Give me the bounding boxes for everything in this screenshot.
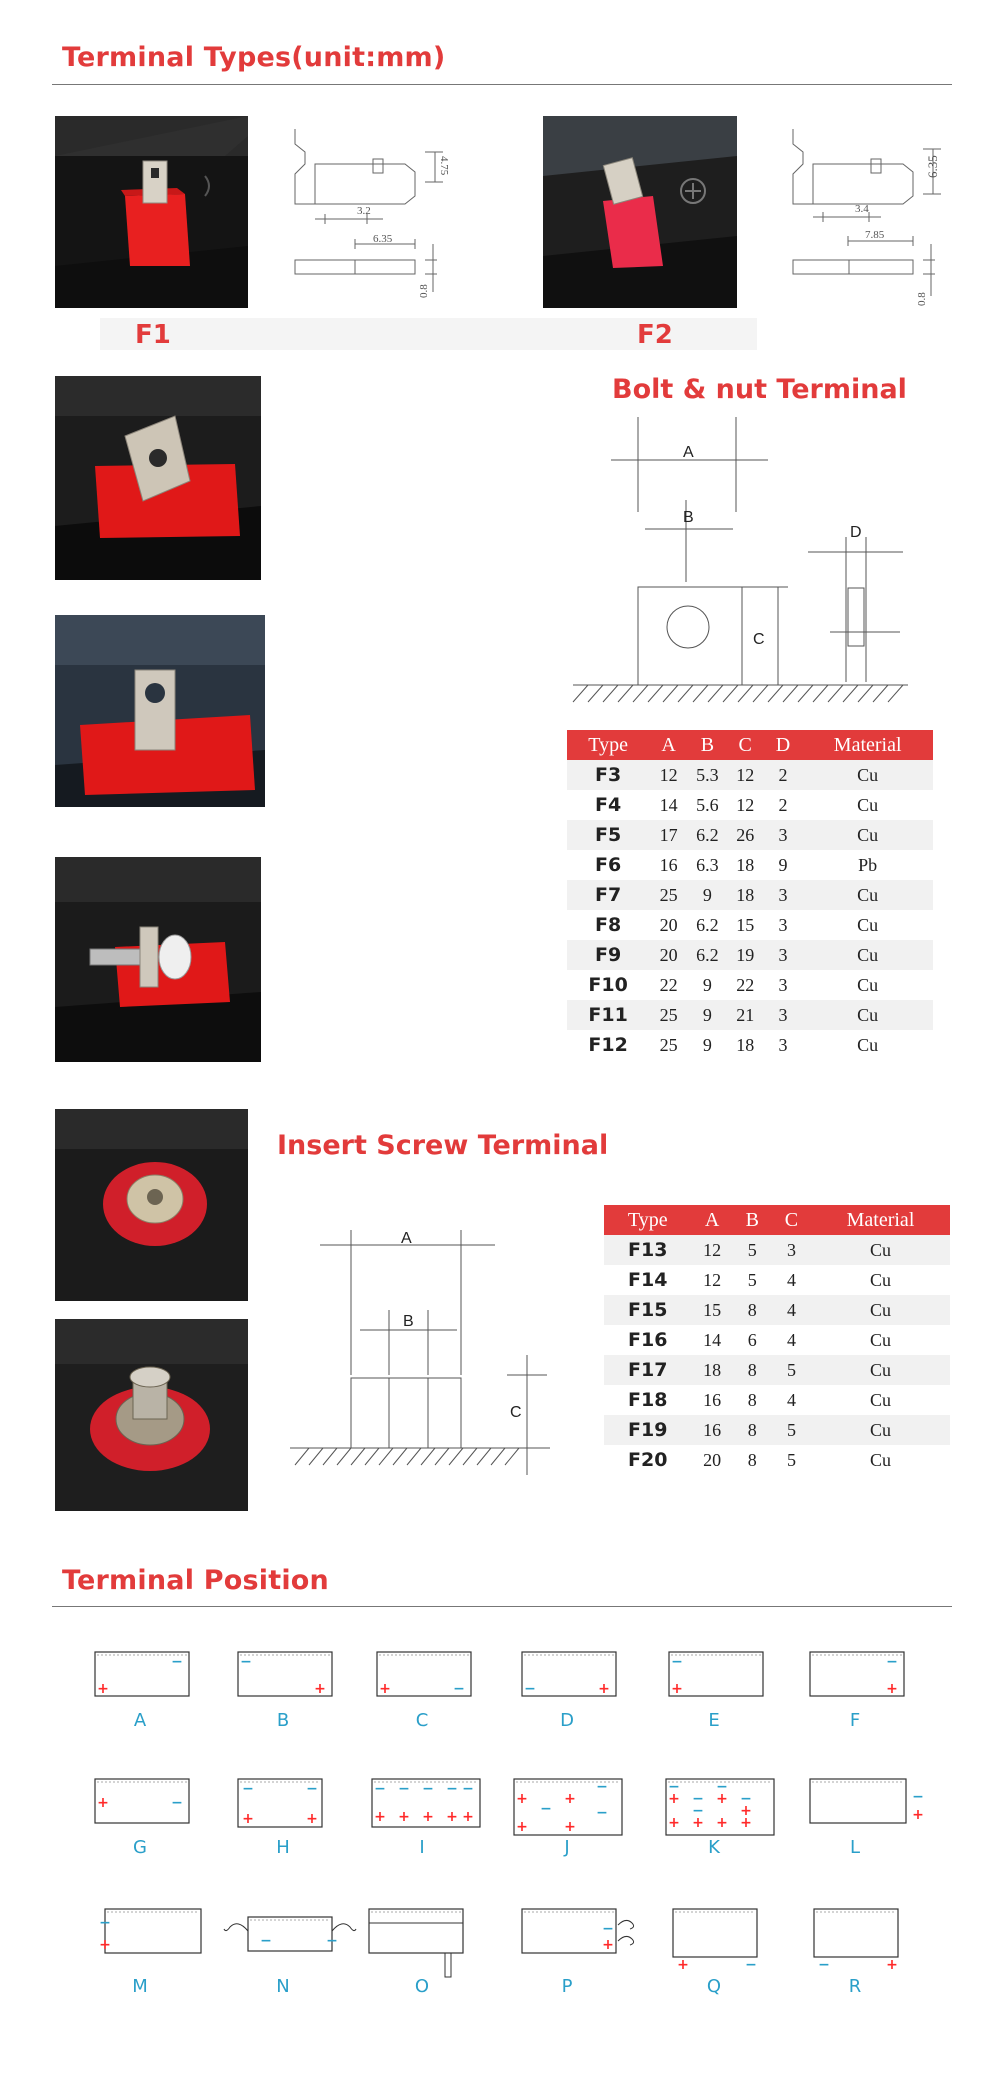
col-type: Type: [567, 730, 649, 760]
position-label: L: [849, 1837, 861, 1858]
value-cell: Cu: [802, 910, 933, 940]
value-cell: 9: [688, 970, 727, 1000]
negative-terminal-icon: −: [818, 1957, 830, 1973]
value-cell: 6: [733, 1325, 772, 1355]
type-cell: F13: [604, 1235, 692, 1265]
battery-outline-icon: [83, 1905, 213, 1977]
col-d: D: [764, 730, 803, 760]
wire-lead-left: [224, 1924, 248, 1931]
value-cell: 21: [727, 1000, 764, 1030]
negative-terminal-icon: −: [540, 1801, 552, 1817]
positive-terminal-icon: +: [671, 1681, 683, 1697]
f2-dim-a: 3.4: [855, 203, 869, 215]
f2-dim-height: 6.35: [925, 155, 940, 178]
negative-terminal-icon: −: [240, 1654, 252, 1670]
f2-terminal-photo: [543, 116, 737, 308]
value-cell: 3: [764, 940, 803, 970]
value-cell: 20: [649, 910, 688, 940]
value-cell: 12: [649, 760, 688, 790]
f1-label: F1: [135, 320, 171, 350]
value-cell: Cu: [802, 880, 933, 910]
value-cell: 25: [649, 1030, 688, 1060]
screw-terminal-photo-2: [55, 1319, 248, 1511]
bolt-dim-c: C: [753, 631, 765, 648]
table-row: [567, 1000, 933, 1030]
wire-loop: [618, 1936, 634, 1945]
positive-terminal-icon: +: [306, 1811, 318, 1827]
value-cell: 15: [727, 910, 764, 940]
value-cell: 8: [733, 1295, 772, 1325]
table-row: [604, 1385, 950, 1415]
f1-dim-b: 6.35: [373, 233, 393, 245]
negative-terminal-icon: −: [912, 1789, 924, 1805]
f1-dimension-drawing: [285, 124, 455, 304]
table-row: [604, 1355, 950, 1385]
terminal-position-c: [367, 1648, 477, 1738]
value-cell: 20: [692, 1445, 733, 1475]
positive-terminal-icon: +: [462, 1809, 474, 1825]
positive-terminal-icon: +: [677, 1957, 689, 1973]
insert-screw-spec-table: [604, 1205, 950, 1475]
battery-outline-icon: [798, 1905, 928, 1977]
negative-terminal-icon: −: [326, 1933, 338, 1949]
col-a: A: [692, 1205, 733, 1235]
terminal-position-p: [512, 1905, 622, 1995]
positive-terminal-icon: +: [314, 1681, 326, 1697]
bolt-nut-title: Bolt & nut Terminal: [612, 374, 907, 405]
terminal-position-n: [228, 1905, 338, 1995]
screw-terminal-photo-1: [55, 1109, 248, 1301]
terminal-position-g: [85, 1775, 195, 1865]
negative-terminal-icon: −: [596, 1779, 608, 1795]
value-cell: Cu: [802, 940, 933, 970]
positive-terminal-icon: +: [564, 1791, 576, 1807]
battery-outline-icon: [510, 1905, 640, 1977]
battery-case: [105, 1909, 201, 1953]
value-cell: 5.3: [688, 760, 727, 790]
bolt-nut-spec-table: [567, 730, 933, 1060]
type-cell: F11: [567, 1000, 649, 1030]
type-cell: F3: [567, 760, 649, 790]
positive-terminal-icon: +: [97, 1681, 109, 1697]
value-cell: 4: [772, 1265, 811, 1295]
value-cell: 8: [733, 1355, 772, 1385]
terminal-position-k: [659, 1775, 769, 1865]
negative-terminal-icon: −: [462, 1781, 474, 1797]
value-cell: 12: [692, 1235, 733, 1265]
position-label: N: [276, 1976, 290, 1997]
section-divider: [52, 1606, 952, 1607]
type-cell: F16: [604, 1325, 692, 1355]
wire-loop: [618, 1920, 634, 1929]
position-label: P: [561, 1976, 573, 1997]
value-cell: 6.3: [688, 850, 727, 880]
value-cell: 16: [692, 1385, 733, 1415]
terminal-position-r: [800, 1905, 910, 1995]
negative-terminal-icon: −: [446, 1781, 458, 1797]
table-header-row: [604, 1205, 950, 1235]
position-label: I: [419, 1837, 425, 1858]
positive-terminal-icon: +: [912, 1807, 924, 1823]
value-cell: 6.2: [688, 940, 727, 970]
value-cell: 5: [733, 1265, 772, 1295]
battery-outline-icon: [365, 1905, 495, 1977]
position-label: J: [564, 1837, 570, 1858]
value-cell: Cu: [811, 1415, 950, 1445]
value-cell: 18: [727, 850, 764, 880]
f1-dim-t: 0.8: [418, 284, 430, 298]
screw-dim-b: B: [403, 1313, 414, 1330]
positive-terminal-icon: +: [598, 1681, 610, 1697]
terminal-position-d: [512, 1648, 622, 1738]
value-cell: Pb: [802, 850, 933, 880]
position-label: M: [132, 1976, 148, 1997]
table-header-row: [567, 730, 933, 760]
negative-terminal-icon: −: [740, 1791, 752, 1807]
value-cell: 3: [764, 970, 803, 1000]
bolt-terminal-photo-3: [55, 857, 261, 1062]
negative-terminal-icon: −: [692, 1791, 704, 1807]
value-cell: Cu: [802, 760, 933, 790]
table-row: [604, 1415, 950, 1445]
value-cell: Cu: [811, 1385, 950, 1415]
type-cell: F19: [604, 1415, 692, 1445]
negative-terminal-icon: −: [398, 1781, 410, 1797]
positive-terminal-icon: +: [716, 1815, 728, 1831]
col-c: C: [772, 1205, 811, 1235]
positive-terminal-icon: +: [740, 1803, 752, 1819]
value-cell: 19: [727, 940, 764, 970]
col-material: Material: [802, 730, 933, 760]
positive-terminal-icon: +: [740, 1815, 752, 1831]
table-row: [567, 850, 933, 880]
type-cell: F15: [604, 1295, 692, 1325]
value-cell: Cu: [811, 1265, 950, 1295]
value-cell: 4: [772, 1325, 811, 1355]
positive-terminal-icon: +: [886, 1681, 898, 1697]
col-c: C: [727, 730, 764, 760]
value-cell: 12: [727, 760, 764, 790]
bolt-dim-d: D: [850, 524, 862, 541]
value-cell: 9: [688, 1030, 727, 1060]
positive-terminal-icon: +: [602, 1937, 614, 1953]
f2-label: F2: [637, 320, 673, 350]
terminal-types-title: Terminal Types(unit:mm): [62, 42, 446, 73]
f1-terminal-photo: [55, 116, 248, 308]
position-label: E: [708, 1710, 720, 1731]
value-cell: 16: [649, 850, 688, 880]
value-cell: 17: [649, 820, 688, 850]
value-cell: 5: [772, 1415, 811, 1445]
negative-terminal-icon: −: [692, 1803, 704, 1819]
f2-dim-t: 0.8: [916, 292, 928, 306]
terminal-position-e: [659, 1648, 769, 1738]
value-cell: 9: [688, 880, 727, 910]
value-cell: 2: [764, 790, 803, 820]
terminal-position-j: [512, 1775, 622, 1865]
value-cell: 6.2: [688, 910, 727, 940]
terminal-position-a: [85, 1648, 195, 1738]
value-cell: 5.6: [688, 790, 727, 820]
value-cell: 5: [772, 1355, 811, 1385]
negative-terminal-icon: −: [260, 1933, 272, 1949]
positive-terminal-icon: +: [422, 1809, 434, 1825]
positive-terminal-icon: +: [446, 1809, 458, 1825]
value-cell: Cu: [811, 1295, 950, 1325]
value-cell: 12: [692, 1265, 733, 1295]
table-row: [604, 1235, 950, 1265]
terminal-position-o: [367, 1905, 477, 1995]
f2-dimension-drawing: [783, 124, 953, 314]
table-row: [567, 940, 933, 970]
table-row: [567, 970, 933, 1000]
positive-terminal-icon: +: [379, 1681, 391, 1697]
value-cell: 26: [727, 820, 764, 850]
f1-dim-height: 4.75: [438, 156, 450, 176]
negative-terminal-icon: −: [745, 1957, 757, 1973]
value-cell: Cu: [802, 1000, 933, 1030]
value-cell: 18: [727, 1030, 764, 1060]
value-cell: 4: [772, 1295, 811, 1325]
table-row: [604, 1445, 950, 1475]
position-label: F: [849, 1710, 861, 1731]
value-cell: 15: [692, 1295, 733, 1325]
negative-terminal-icon: −: [596, 1805, 608, 1821]
position-label: B: [276, 1710, 290, 1731]
position-label: G: [133, 1837, 147, 1858]
table-row: [567, 760, 933, 790]
terminal-position-m: [85, 1905, 195, 1995]
position-label: O: [414, 1976, 430, 1997]
type-cell: F12: [567, 1030, 649, 1060]
positive-terminal-icon: +: [516, 1791, 528, 1807]
positive-terminal-icon: +: [97, 1795, 109, 1811]
value-cell: 8: [733, 1445, 772, 1475]
positive-terminal-icon: +: [374, 1809, 386, 1825]
col-material: Material: [811, 1205, 950, 1235]
battery-outline-icon: [226, 1905, 356, 1977]
type-cell: F20: [604, 1445, 692, 1475]
terminal-position-h: [228, 1775, 338, 1865]
col-b: B: [733, 1205, 772, 1235]
type-cell: F4: [567, 790, 649, 820]
battery-case: [673, 1909, 757, 1957]
f1-dim-a: 3.2: [357, 205, 371, 217]
f2-dim-b: 7.85: [865, 229, 885, 241]
terminal-position-f: [800, 1648, 910, 1738]
table-row: [567, 820, 933, 850]
positive-terminal-icon: +: [99, 1937, 111, 1953]
negative-terminal-icon: −: [453, 1681, 465, 1697]
type-cell: F10: [567, 970, 649, 1000]
position-label: C: [415, 1710, 429, 1731]
section-divider: [52, 84, 952, 85]
type-cell: F6: [567, 850, 649, 880]
negative-terminal-icon: −: [422, 1781, 434, 1797]
negative-terminal-icon: −: [668, 1779, 680, 1795]
terminal-position-title: Terminal Position: [62, 1565, 329, 1596]
value-cell: 6.2: [688, 820, 727, 850]
terminal-post: [445, 1953, 451, 1977]
value-cell: Cu: [802, 820, 933, 850]
position-label: A: [133, 1710, 147, 1731]
value-cell: 9: [688, 1000, 727, 1030]
insert-screw-title: Insert Screw Terminal: [277, 1130, 609, 1161]
value-cell: Cu: [802, 1030, 933, 1060]
type-cell: F9: [567, 940, 649, 970]
value-cell: 3: [764, 910, 803, 940]
col-b: B: [688, 730, 727, 760]
value-cell: 3: [764, 880, 803, 910]
value-cell: 14: [692, 1325, 733, 1355]
value-cell: 14: [649, 790, 688, 820]
value-cell: 4: [772, 1385, 811, 1415]
value-cell: 25: [649, 880, 688, 910]
bolt-dim-b: B: [683, 509, 694, 526]
screw-dim-a: A: [401, 1230, 412, 1247]
value-cell: 5: [733, 1235, 772, 1265]
value-cell: 18: [727, 880, 764, 910]
value-cell: 16: [692, 1415, 733, 1445]
wire-lead-right: [332, 1924, 356, 1931]
value-cell: Cu: [811, 1325, 950, 1355]
positive-terminal-icon: +: [692, 1815, 704, 1831]
value-cell: 9: [764, 850, 803, 880]
table-row: [567, 910, 933, 940]
position-label: Q: [706, 1976, 722, 1997]
table-row: [604, 1265, 950, 1295]
type-cell: F8: [567, 910, 649, 940]
positive-terminal-icon: +: [668, 1815, 680, 1831]
value-cell: 25: [649, 1000, 688, 1030]
negative-terminal-icon: −: [524, 1681, 536, 1697]
type-cell: F7: [567, 880, 649, 910]
negative-terminal-icon: −: [671, 1654, 683, 1670]
battery-case: [369, 1909, 463, 1953]
value-cell: 3: [764, 1000, 803, 1030]
value-cell: 3: [764, 1030, 803, 1060]
position-label: H: [276, 1837, 290, 1858]
negative-terminal-icon: −: [242, 1781, 254, 1797]
col-type: Type: [604, 1205, 692, 1235]
value-cell: 22: [727, 970, 764, 1000]
positive-terminal-icon: +: [564, 1819, 576, 1835]
battery-outline-icon: [657, 1905, 787, 1977]
value-cell: 2: [764, 760, 803, 790]
type-cell: F17: [604, 1355, 692, 1385]
type-cell: F5: [567, 820, 649, 850]
col-a: A: [649, 730, 688, 760]
value-cell: 3: [772, 1235, 811, 1265]
terminal-position-q: [659, 1905, 769, 1995]
negative-terminal-icon: −: [886, 1654, 898, 1670]
table-row: [567, 880, 933, 910]
terminal-position-l: [800, 1775, 924, 1865]
table-row: [567, 1030, 933, 1060]
position-label: K: [708, 1837, 720, 1858]
positive-terminal-icon: +: [886, 1957, 898, 1973]
positive-terminal-icon: +: [668, 1791, 680, 1807]
value-cell: 5: [772, 1445, 811, 1475]
table-row: [604, 1295, 950, 1325]
negative-terminal-icon: −: [171, 1795, 183, 1811]
positive-terminal-icon: +: [242, 1811, 254, 1827]
negative-terminal-icon: −: [171, 1654, 183, 1670]
position-label: R: [848, 1976, 862, 1997]
value-cell: Cu: [811, 1445, 950, 1475]
negative-terminal-icon: −: [602, 1921, 614, 1937]
battery-case: [810, 1779, 906, 1823]
terminal-position-i: [367, 1775, 477, 1865]
negative-terminal-icon: −: [99, 1915, 111, 1931]
negative-terminal-icon: −: [306, 1781, 318, 1797]
position-label: D: [560, 1710, 574, 1731]
value-cell: Cu: [802, 790, 933, 820]
battery-case: [814, 1909, 898, 1957]
terminal-position-b: [228, 1648, 338, 1738]
insert-screw-diagram: [285, 1225, 555, 1480]
table-row: [604, 1325, 950, 1355]
bolt-nut-diagram: [568, 412, 913, 712]
bolt-terminal-photo-2: [55, 615, 265, 807]
value-cell: 8: [733, 1385, 772, 1415]
value-cell: 8: [733, 1415, 772, 1445]
value-cell: 20: [649, 940, 688, 970]
value-cell: Cu: [802, 970, 933, 1000]
negative-terminal-icon: −: [374, 1781, 386, 1797]
type-cell: F18: [604, 1385, 692, 1415]
value-cell: 3: [764, 820, 803, 850]
value-cell: Cu: [811, 1355, 950, 1385]
bolt-dim-a: A: [683, 444, 694, 461]
type-cell: F14: [604, 1265, 692, 1295]
value-cell: 22: [649, 970, 688, 1000]
table-row: [567, 790, 933, 820]
value-cell: 12: [727, 790, 764, 820]
positive-terminal-icon: +: [716, 1791, 728, 1807]
screw-dim-c: C: [510, 1404, 522, 1421]
battery-case: [669, 1652, 763, 1696]
positive-terminal-icon: +: [398, 1809, 410, 1825]
negative-terminal-icon: −: [716, 1779, 728, 1795]
positive-terminal-icon: +: [516, 1819, 528, 1835]
value-cell: Cu: [811, 1235, 950, 1265]
value-cell: 18: [692, 1355, 733, 1385]
bolt-terminal-photo-1: [55, 376, 261, 580]
